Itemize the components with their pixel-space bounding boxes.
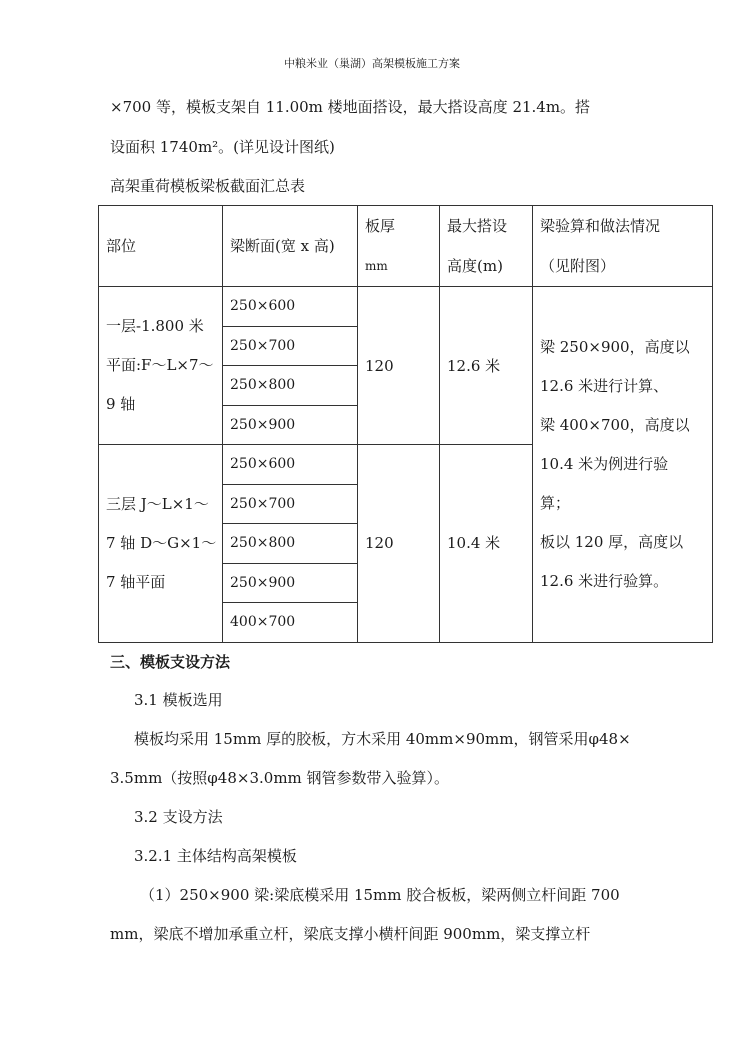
section-cell: 250×800 <box>223 524 358 564</box>
table-row <box>99 287 713 327</box>
intro-line-1: ×700 等，模板支架自 11.00m 楼地面搭设，最大搭设高度 21.4m。搭 <box>110 98 591 116</box>
group2-height: 10.4 米 <box>440 445 533 643</box>
section-3-2-1-title: 3.2.1 主体结构高架模板 <box>134 847 297 865</box>
location-line: 一层-1.800 米 <box>106 317 204 335</box>
note-line: 12.6 米进行计算、 <box>540 376 669 395</box>
location-line: 7 轴平面 <box>106 572 166 591</box>
section-3-2-1-line-2: mm，梁底不增加承重立杆，梁底支撑小横杆间距 900mm，梁支撑立杆 <box>110 925 591 943</box>
header-height <box>440 206 533 287</box>
header-height-unit: 高度(m) <box>447 257 503 275</box>
location-line: 平面:F～L×7～ <box>106 356 214 374</box>
section-3-title: 三、模板支设方法 <box>110 653 231 671</box>
header-thickness-label: 板厚 <box>365 217 396 235</box>
section-cell: 250×600 <box>223 445 358 485</box>
note-line: 12.6 米进行验算。 <box>540 571 669 590</box>
note-line: 梁 400×700，高度以 <box>540 415 690 434</box>
section-3-1-title: 3.1 模板选用 <box>134 691 223 709</box>
location-line: 7 轴 D～G×1～ <box>106 533 217 552</box>
section-3-1-line-2: 3.5mm（按照φ48×3.0mm 钢管参数带入验算）。 <box>110 769 450 787</box>
group2-thickness: 120 <box>358 445 440 643</box>
section-cell: 250×800 <box>223 366 358 406</box>
method-note <box>533 287 713 643</box>
group2-location <box>99 445 223 643</box>
table-header-row <box>99 206 713 287</box>
location-line: 三层 J～L×1～ <box>106 494 209 513</box>
section-3-2-title: 3.2 支设方法 <box>134 808 223 826</box>
table-caption: 高架重荷模板梁板截面汇总表 <box>110 177 306 195</box>
section-summary-table <box>98 205 713 643</box>
section-cell: 400×700 <box>223 603 358 643</box>
page-header: 中粮米业（巢湖）高架模板施工方案 <box>284 57 460 70</box>
header-section: 梁断面(宽 x 高) <box>223 206 358 287</box>
section-cell: 250×700 <box>223 484 358 524</box>
group1-height: 12.6 米 <box>440 287 533 445</box>
header-thickness <box>358 206 440 287</box>
note-line: 梁 250×900，高度以 <box>540 337 690 356</box>
group1-thickness: 120 <box>358 287 440 445</box>
section-cell: 250×900 <box>223 563 358 603</box>
note-line: 10.4 米为例进行验 <box>540 454 669 473</box>
section-cell: 250×900 <box>223 405 358 445</box>
header-location: 部位 <box>99 206 223 287</box>
header-method-label: 梁验算和做法情况 <box>540 217 661 235</box>
header-method-note: （见附图） <box>540 257 616 275</box>
header-method <box>533 206 713 287</box>
header-height-label: 最大搭设 <box>447 217 508 235</box>
note-line: 算； <box>540 493 571 512</box>
location-line: 9 轴 <box>106 395 136 413</box>
section-cell: 250×600 <box>223 287 358 327</box>
section-cell: 250×700 <box>223 326 358 366</box>
header-thickness-unit: mm <box>365 259 388 273</box>
group1-location <box>99 287 223 445</box>
section-3-1-line-1: 模板均采用 15mm 厚的胶板，方木采用 40mm×90mm，钢管采用φ48× <box>134 730 631 748</box>
note-line: 板以 120 厚，高度以 <box>540 532 684 551</box>
section-3-2-1-line-1: （1）250×900 梁:梁底模采用 15mm 胶合板板，梁两侧立杆间距 700 <box>140 886 620 904</box>
intro-line-2: 设面积 1740m²。(详见设计图纸) <box>110 138 335 156</box>
